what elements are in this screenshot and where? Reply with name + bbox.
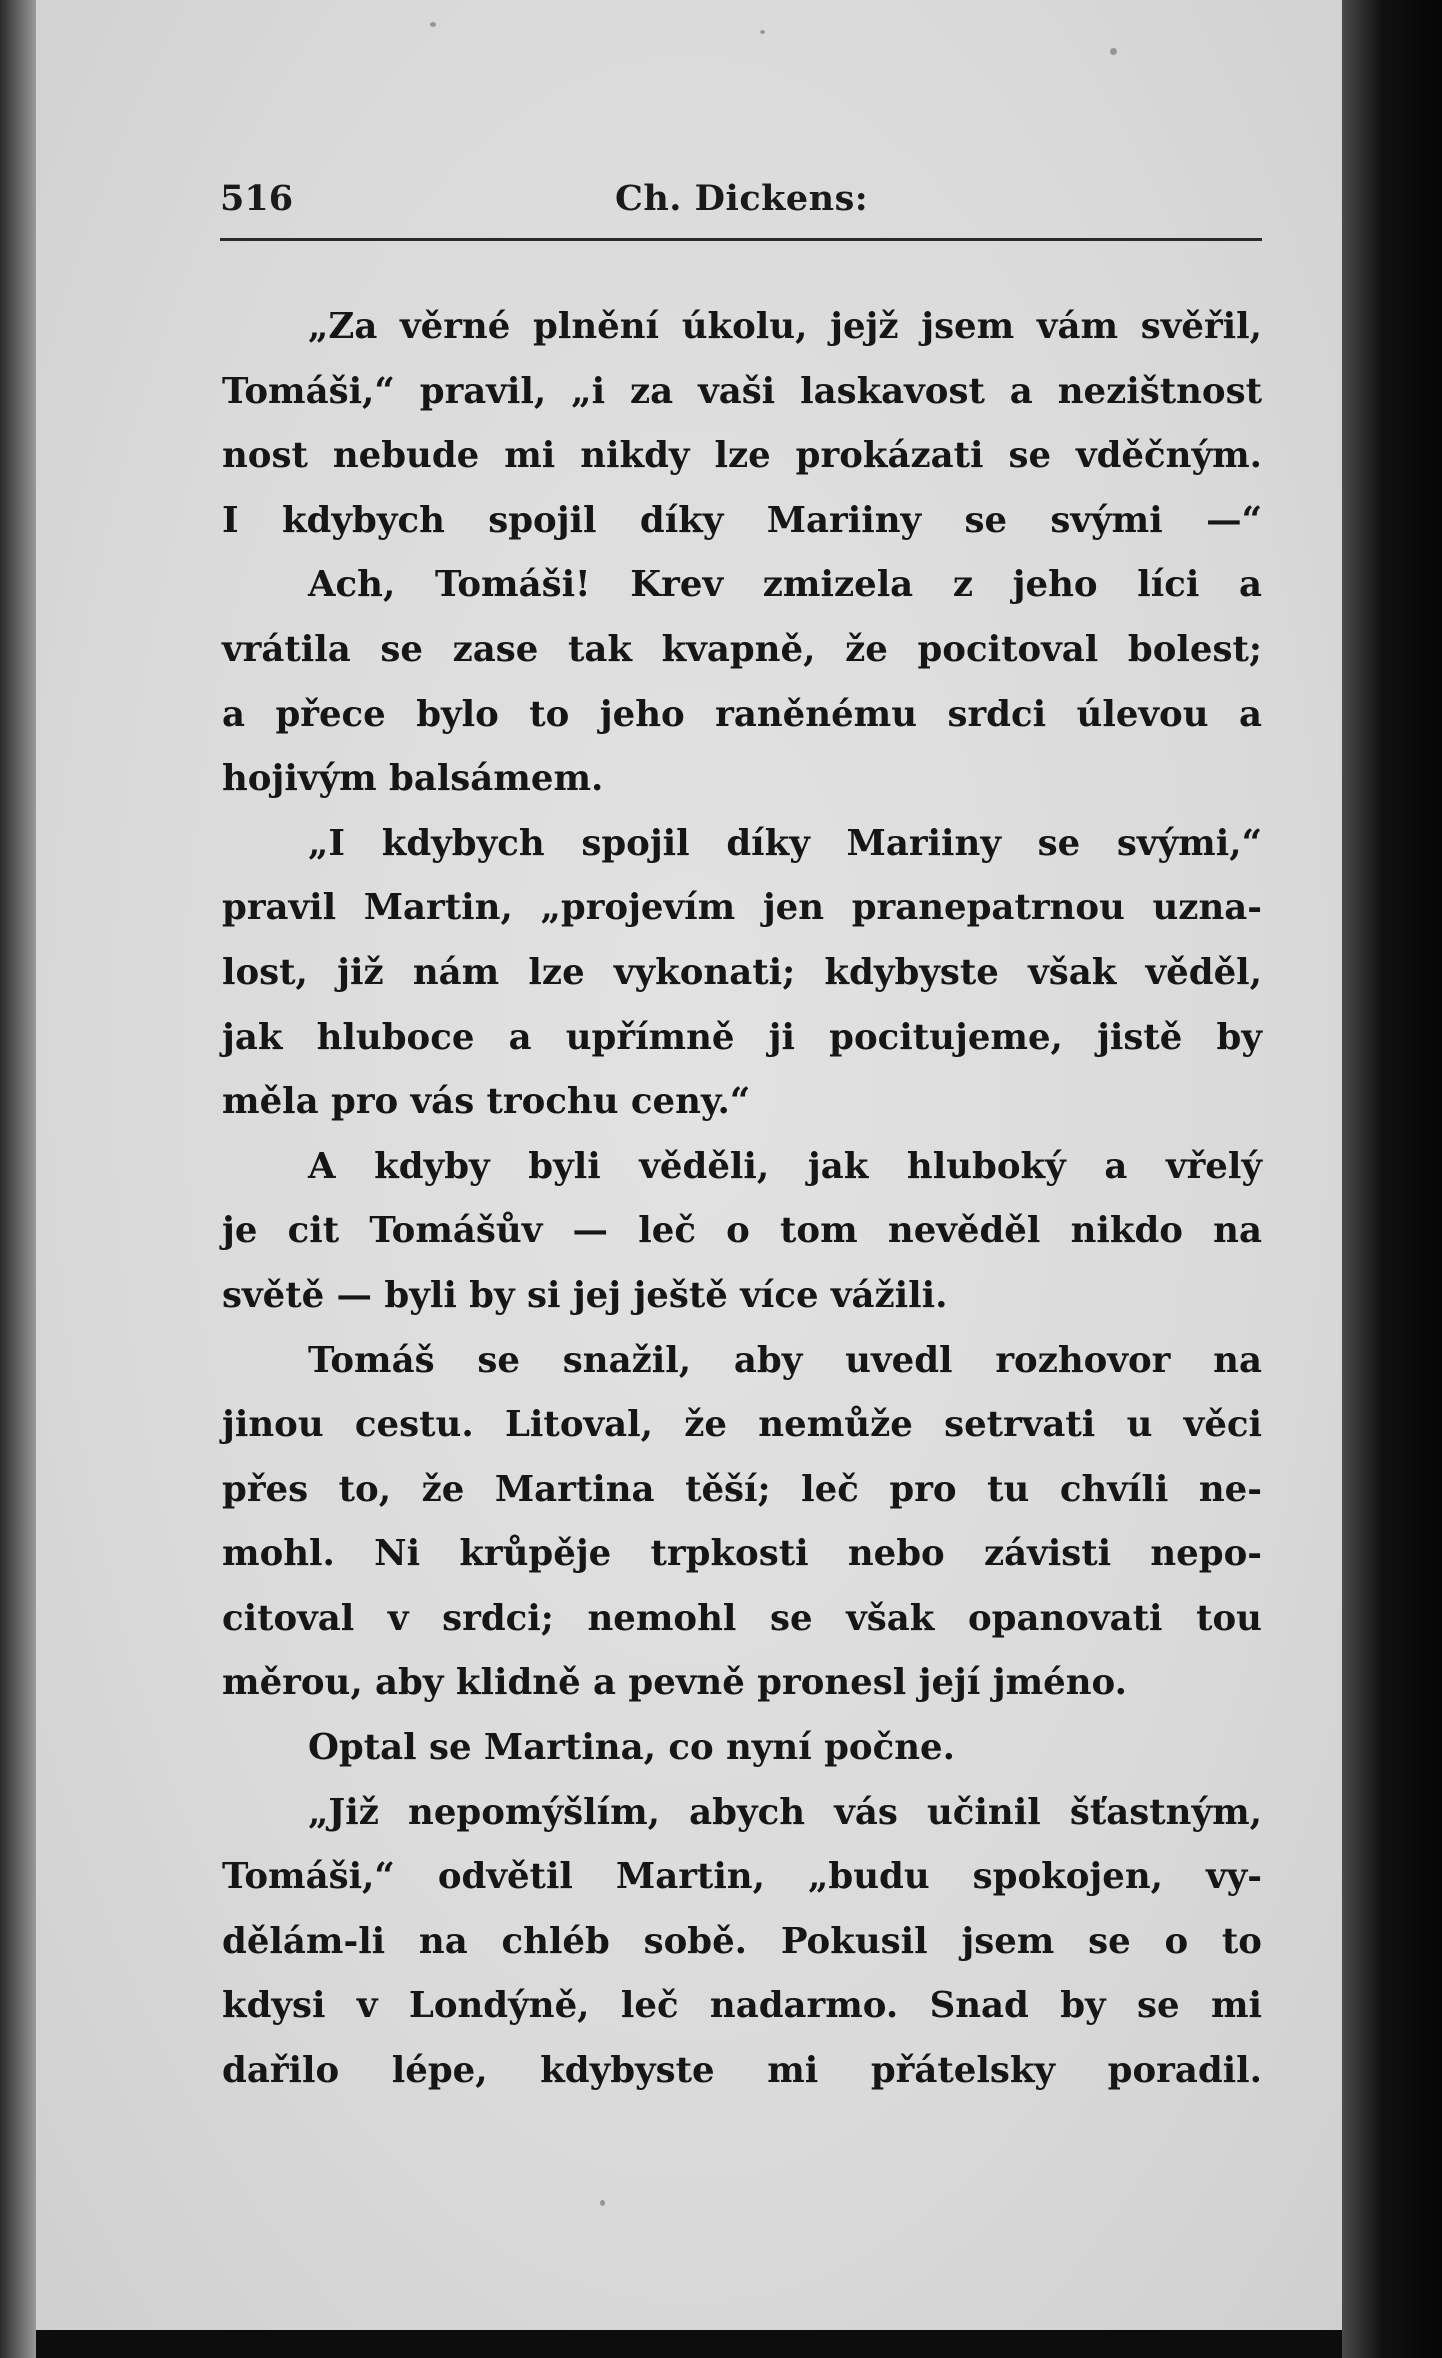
text-line: I kdybych spojil díky Mariiny se svými —“ <box>222 499 1262 541</box>
text-line: mohl. Ni krůpěje trpkosti nebo závisti nepo- <box>222 1533 1262 1575</box>
text-line: měla pro vás trochu ceny.“ <box>222 1081 751 1123</box>
text-line: světě — byli by si jej ještě více vážili. <box>222 1274 948 1316</box>
text-line: Ach, Tomáši! Krev zmizela z jeho líci a <box>308 564 1262 606</box>
page-number: 516 <box>220 178 294 219</box>
text-line: dařilo lépe, kdybyste mi přátelsky poradil. <box>222 2050 1262 2092</box>
text-line: vrátila se zase tak kvapně, že pocitoval bolest; <box>222 628 1262 670</box>
page-header <box>220 178 1260 228</box>
text-line: dělám-li na chléb sobě. Pokusil jsem se o to <box>222 1920 1262 1962</box>
text-line: jinou cestu. Litoval, že nemůže setrvati u věci <box>222 1404 1262 1446</box>
scan-speck <box>760 30 765 34</box>
body-text <box>222 295 1262 2104</box>
running-head: Ch. Dickens: <box>615 178 869 219</box>
text-line: A kdyby byli věděli, jak hluboký a vřelý <box>308 1145 1262 1187</box>
text-line: a přece bylo to jeho raněnému srdci úlevou a <box>222 693 1262 735</box>
text-line: Tomáši,“ pravil, „i za vaši laskavost a nezištnost <box>222 370 1262 412</box>
text-line: je cit Tomášův — leč o tom nevěděl nikdo na <box>222 1210 1262 1252</box>
text-line: nost nebude mi nikdy lze prokázati se vděčným. <box>222 435 1262 477</box>
scan-right-edge <box>1342 0 1442 2358</box>
text-line: „Již nepomýšlím, abych vás učinil šťastným, <box>308 1791 1262 1833</box>
text-line: jak hluboce a upřímně ji pocitujeme, jistě by <box>222 1016 1262 1058</box>
scan-speck <box>430 22 436 27</box>
text-line: „I kdybych spojil díky Mariiny se svými,“ <box>308 822 1262 864</box>
text-line: Tomáš se snažil, aby uvedl rozhovor na <box>308 1339 1262 1381</box>
text-line: hojivým balsámem. <box>222 758 604 800</box>
text-line: Tomáši,“ odvětil Martin, „budu spokojen, vy- <box>222 1856 1262 1898</box>
scan-speck <box>600 2200 605 2206</box>
text-line: pravil Martin, „projevím jen pranepatrnou uzna- <box>222 887 1262 929</box>
text-line: Optal se Martina, co nyní počne. <box>308 1727 955 1769</box>
text-line: lost, již nám lze vykonati; kdybyste však věděl, <box>222 951 1262 993</box>
scan-left-edge <box>0 0 36 2358</box>
text-line: „Za věrné plnění úkolu, jejž jsem vám svěřil, <box>308 306 1262 347</box>
header-rule <box>220 238 1262 241</box>
scan-speck <box>1110 48 1117 55</box>
text-line: citoval v srdci; nemohl se však opanovati tou <box>222 1597 1262 1639</box>
text-line: přes to, že Martina těší; leč pro tu chvíli ne- <box>222 1468 1262 1510</box>
text-line: kdysi v Londýně, leč nadarmo. Snad by se mi <box>222 1985 1262 2027</box>
text-line: měrou, aby klidně a pevně pronesl její jméno. <box>222 1662 1127 1704</box>
